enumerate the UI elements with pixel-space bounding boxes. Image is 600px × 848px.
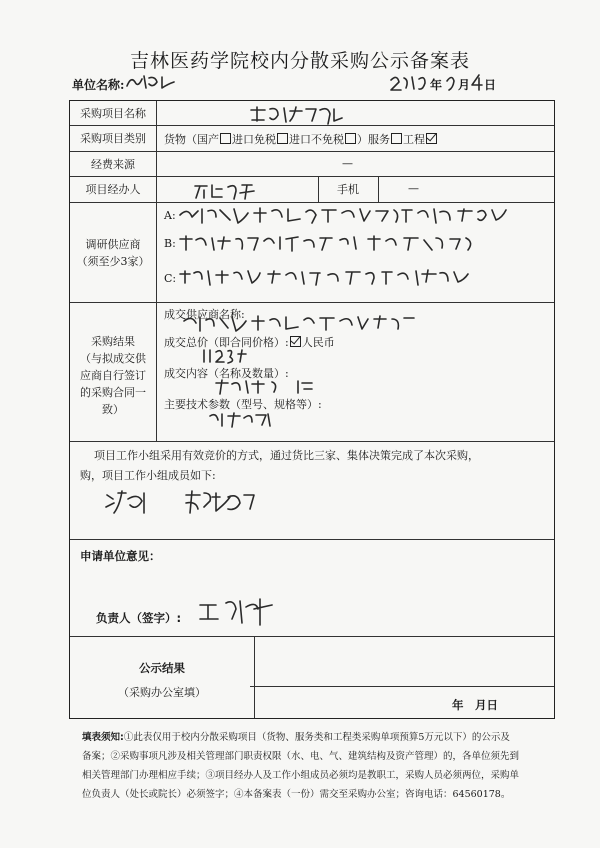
notes-line1: ①此表仅用于校内分散采购项目（货物、服务类和工程类采购单项预算5万元以下）的公示及 — [123, 732, 510, 743]
supplier-c-marker: C: — [164, 272, 177, 285]
month-label: 月 — [458, 78, 471, 92]
unit-name-handwriting — [124, 72, 180, 92]
form-title: 吉林医药学院校内分散采购公示备案表 — [129, 50, 470, 72]
applicant-opinion-label: 申请单位意见： — [80, 549, 161, 563]
winning-supplier-label: 成交供应商名称: — [164, 308, 245, 321]
project-name-handwriting — [248, 104, 348, 124]
supplier-b-handwriting — [178, 233, 488, 255]
phone-value: — — [408, 182, 419, 195]
filing-notes — [82, 728, 550, 804]
notes-line2: 备案；②采购事项凡涉及相关管理部门职责权限（水、电、气、建筑结构及资产管理）的，各单位须先到 — [82, 751, 520, 762]
team-statement-line1: 项目工作小组采用有效竞价的方式，通过货比三家、集体决策完成了本次采购， — [94, 449, 479, 462]
notes-line4: 位负责人（处长或院长）必须签字；④本备案表（一份）需交至采购办公室；咨询电话：64560178。 — [82, 789, 511, 800]
project-manager-handwriting — [192, 181, 260, 201]
project-manager-label: 项目经办人 — [85, 183, 141, 196]
deal-content-handwriting — [214, 377, 318, 397]
survey-label-sub: （须至少3家） — [76, 254, 150, 268]
category-options: 货物（国产 进口免税 进口不免税 ）服务 工程 — [164, 131, 438, 147]
deal-content-label: 成交内容（名称及数量）: — [164, 367, 289, 380]
day-label: 日 — [484, 78, 497, 92]
notes-line3: 相关管理部门办理相应手续；③项目经办人及工作小组成员必须均是教职工，采购人员必须两位，采购单 — [82, 770, 520, 781]
publicity-date: 年 月日 — [452, 698, 498, 712]
phone-label: 手机 — [337, 183, 359, 196]
funding-source-value: — — [342, 157, 353, 170]
domestic-checkbox[interactable] — [220, 133, 231, 144]
survey-label-main: 调研供应商 — [85, 238, 141, 251]
tech-params-label: 主要技术参数（型号、规格等）: — [164, 398, 322, 411]
import-taxed-checkbox[interactable] — [345, 133, 356, 144]
import-tax-free-checkbox[interactable] — [277, 133, 288, 144]
supplier-b-marker: B: — [164, 237, 176, 250]
publicity-result-label: 公示结果 — [139, 661, 185, 675]
service-checkbox[interactable] — [391, 133, 402, 144]
project-name-label: 采购项目名称 — [80, 107, 146, 120]
year-label: 年 — [430, 78, 443, 92]
total-price-label: 成交总价（即合同价格）: 人民币 — [164, 336, 335, 349]
supplier-c-handwriting — [178, 267, 478, 289]
project-category-label: 采购项目类别 — [80, 132, 146, 145]
team-member-signatures — [104, 487, 284, 519]
purchase-result-label: 采购结果 （与拟成交供 应商自行签订 的采购合同一 致） — [80, 335, 146, 416]
notes-lead: 填表须知: — [82, 732, 124, 743]
funding-source-label: 经费来源 — [91, 158, 135, 171]
filing-form-table — [69, 100, 555, 719]
tech-params-handwriting — [208, 410, 276, 430]
total-price-handwriting — [202, 346, 248, 366]
supplier-a-marker: A: — [164, 209, 176, 222]
head-signature-handwriting — [196, 595, 288, 631]
engineering-checkbox-checked[interactable] — [426, 133, 437, 144]
supplier-a-handwriting — [178, 205, 518, 227]
date-month-handwriting — [444, 72, 458, 92]
survey-suppliers-label — [70, 237, 156, 270]
rmb-checkbox-checked[interactable] — [290, 336, 301, 347]
date-year-handwriting — [388, 72, 430, 94]
unit-name-label: 单位名称: — [72, 78, 125, 92]
publicity-result-sub: （采购办公室填） — [118, 686, 206, 699]
head-signature-label: 负责人（签字）: — [96, 611, 182, 625]
team-statement-line2: 购，项目工作小组成员如下: — [80, 469, 216, 482]
date-day-handwriting — [470, 72, 484, 92]
winning-supplier-handwriting — [182, 313, 418, 335]
